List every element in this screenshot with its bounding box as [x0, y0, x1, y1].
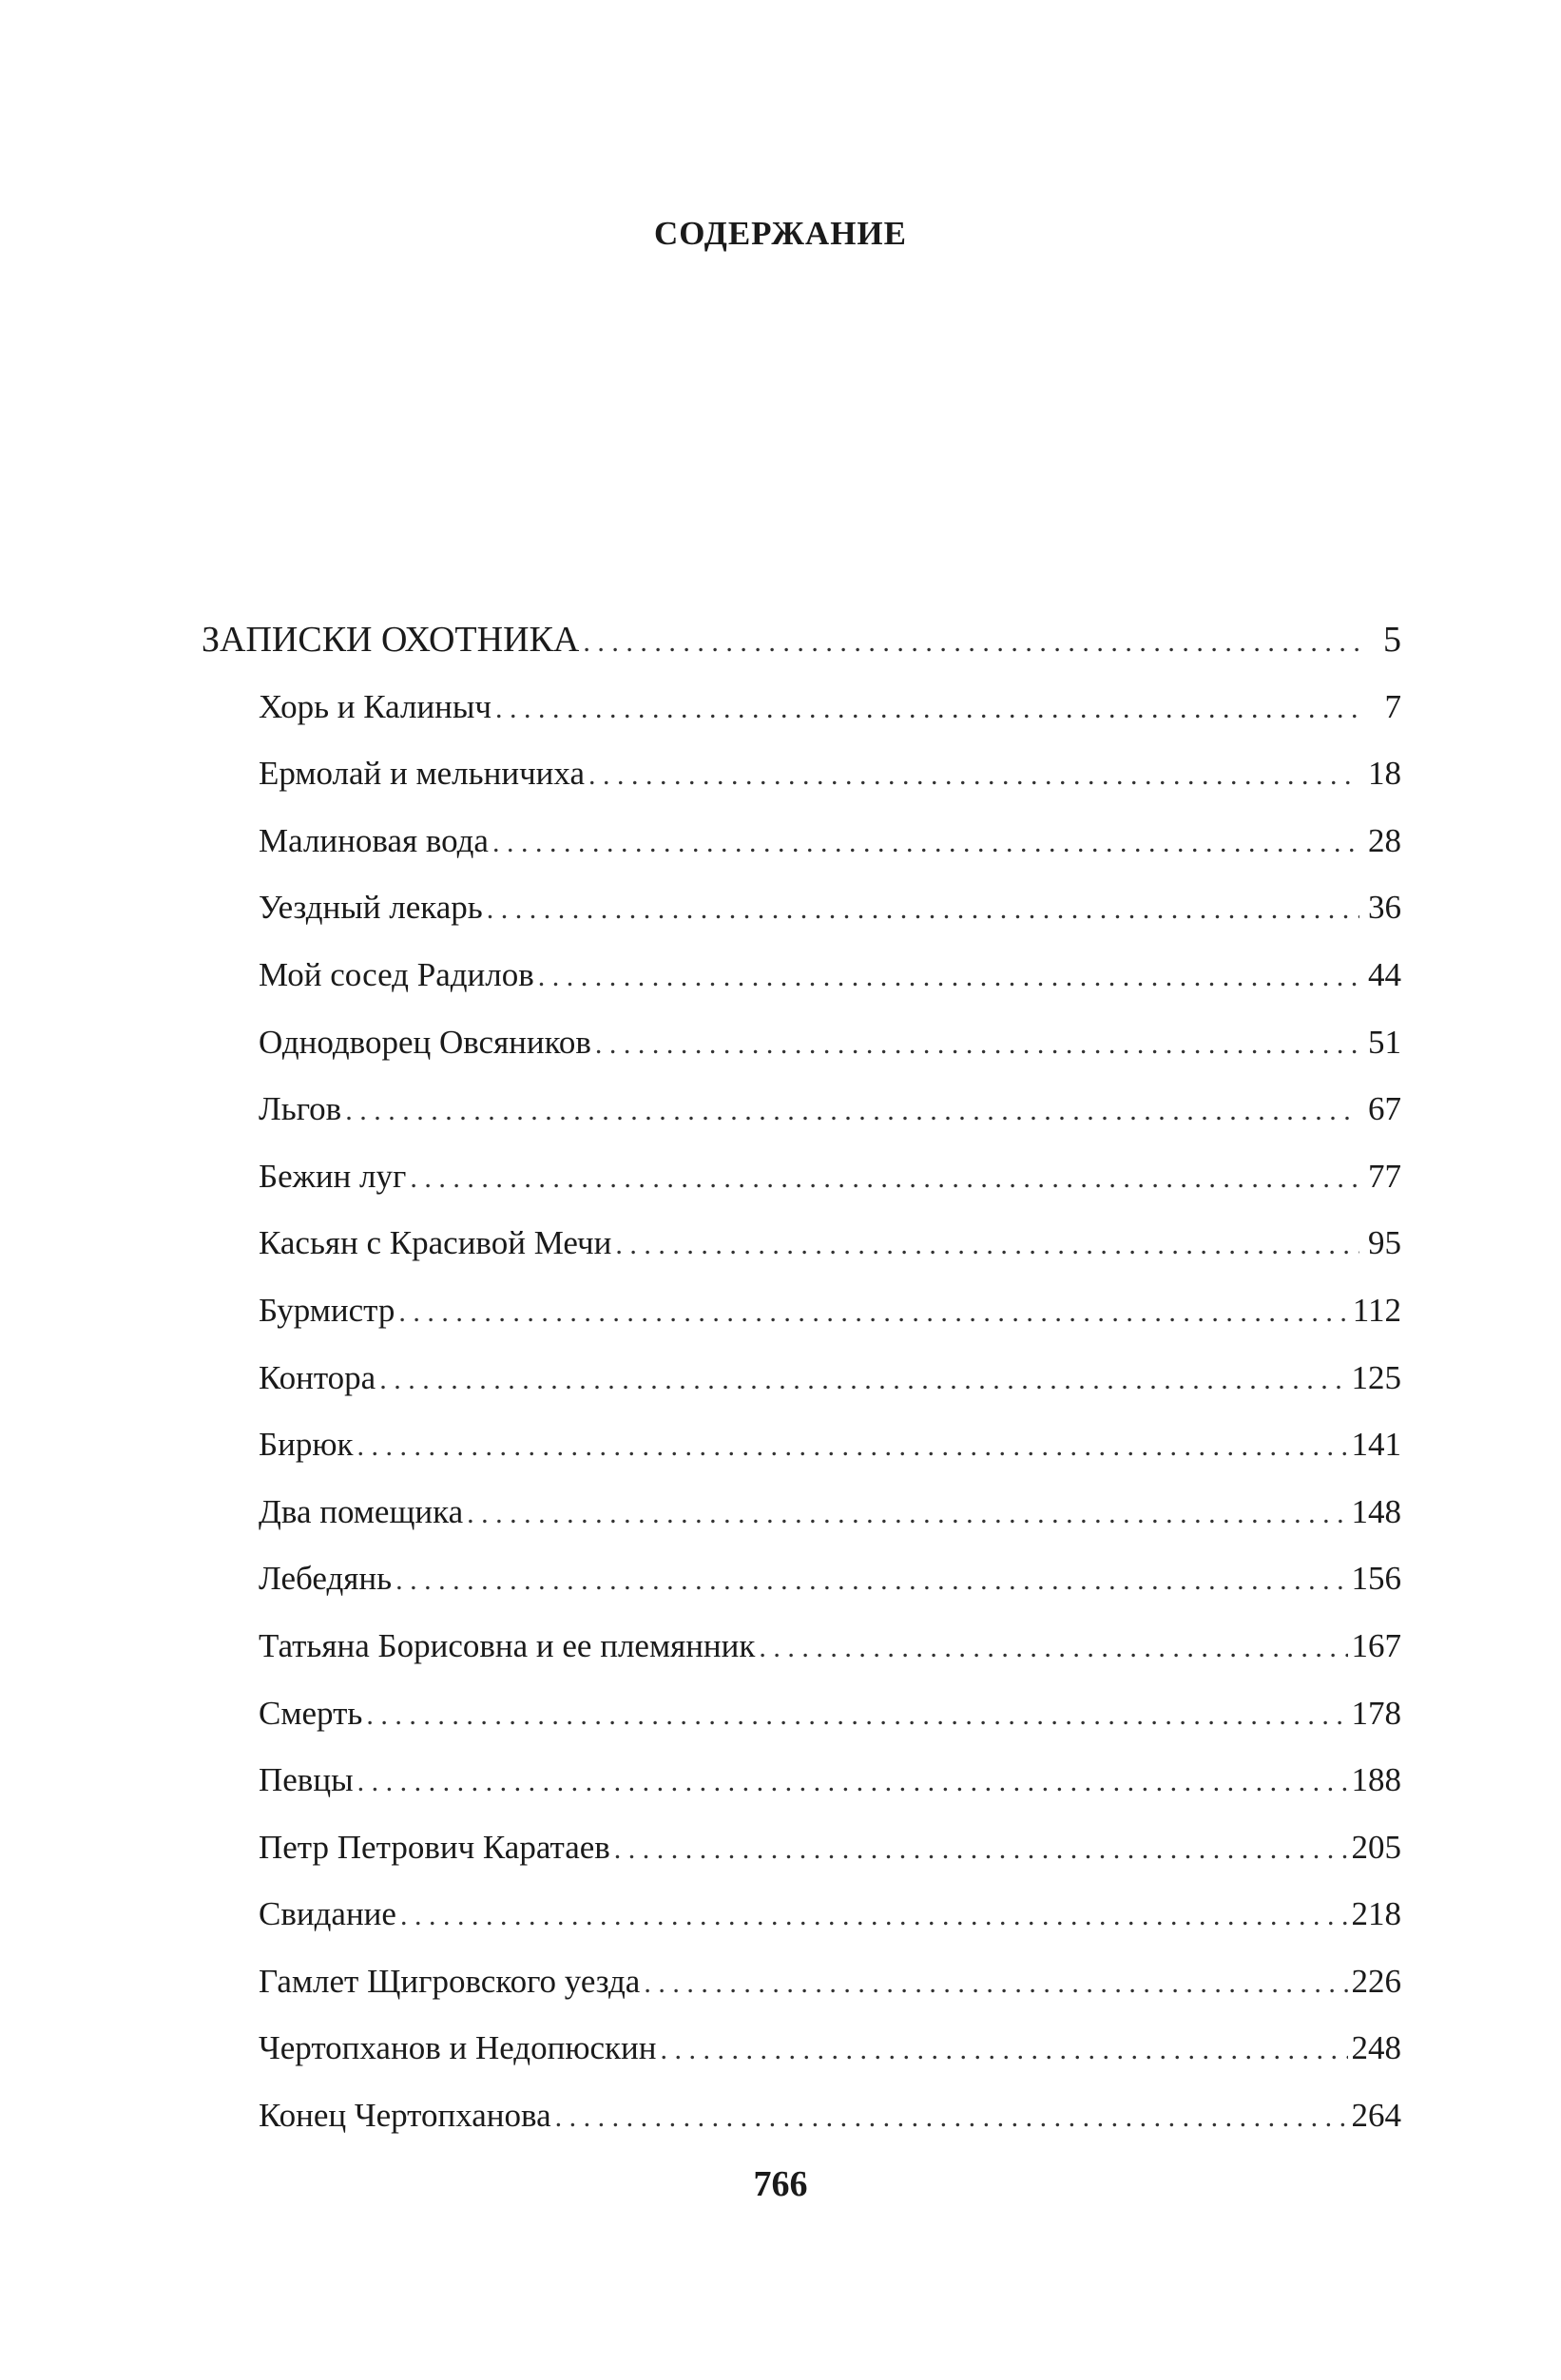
toc-entry-page: 248	[1351, 2029, 1401, 2067]
toc-dot-leader	[410, 1145, 1359, 1213]
toc-entry	[202, 1948, 1401, 2016]
toc-dot-leader	[395, 1547, 1347, 1615]
toc-entry-title: Касьян с Красивой Мечи	[259, 1224, 612, 1262]
toc-entry	[202, 1411, 1401, 1479]
toc-dot-leader	[660, 2017, 1347, 2084]
toc-dot-leader	[357, 1749, 1348, 1816]
toc-entry-page: 167	[1351, 1626, 1401, 1664]
toc-entry-page: 156	[1351, 1560, 1401, 1598]
toc-entry-title: Льгов	[259, 1090, 342, 1128]
toc-entry	[202, 1009, 1401, 1077]
toc-entry	[202, 942, 1401, 1009]
toc-entry-page: 112	[1352, 1291, 1401, 1329]
toc-dot-leader	[495, 676, 1359, 743]
toc-entry	[202, 1680, 1401, 1748]
toc-dot-leader	[583, 609, 1359, 677]
toc-entry-page: 44	[1368, 955, 1401, 993]
toc-entry-page: 264	[1351, 2097, 1401, 2135]
toc-entry-page: 205	[1351, 1828, 1401, 1866]
toc-dot-leader	[595, 1011, 1359, 1079]
toc-entry	[202, 674, 1401, 741]
toc-entry	[202, 874, 1401, 942]
toc-entry-page: 148	[1351, 1492, 1401, 1530]
toc-dot-leader	[615, 1212, 1359, 1279]
toc-dot-leader	[614, 1816, 1348, 1884]
toc-entry-page: 67	[1368, 1090, 1401, 1128]
toc-dot-leader	[487, 876, 1359, 944]
toc-entry-title: Мой сосед Радилов	[259, 955, 534, 993]
toc-dot-leader	[379, 1347, 1347, 1414]
toc-dot-leader	[398, 1279, 1348, 1347]
toc-entry	[202, 1076, 1401, 1143]
toc-entry-title: Смерть	[259, 1694, 363, 1732]
toc-dot-leader	[759, 1615, 1347, 1682]
toc-entry-title: ЗАПИСКИ ОХОТНИКА	[202, 620, 580, 660]
table-of-contents	[202, 606, 1401, 2150]
toc-entry	[202, 740, 1401, 808]
toc-dot-leader	[555, 2084, 1348, 2152]
toc-entry-page: 141	[1351, 1426, 1401, 1464]
toc-entry	[202, 1545, 1401, 1613]
toc-entry-title: Певцы	[259, 1761, 354, 1799]
toc-dot-leader	[644, 1950, 1347, 2018]
toc-entry-title: Однодворец Овсяников	[259, 1023, 591, 1061]
toc-entry	[202, 1881, 1401, 1948]
toc-dot-leader	[467, 1481, 1347, 1548]
toc-entry-title: Татьяна Борисовна и ее племянник	[259, 1626, 756, 1664]
toc-entry-page: 28	[1368, 821, 1401, 859]
toc-entry-page: 95	[1368, 1224, 1401, 1262]
toc-entry-title: Бурмистр	[259, 1291, 395, 1329]
toc-entry-title: Петр Петрович Каратаев	[259, 1828, 610, 1866]
toc-dot-leader	[588, 742, 1359, 810]
toc-dot-leader	[400, 1883, 1348, 1950]
toc-entry-title: Малиновая вода	[259, 821, 489, 859]
page-number: 766	[753, 2164, 808, 2204]
toc-entry-page: 226	[1351, 1962, 1401, 2000]
toc-entry-title: Бирюк	[259, 1426, 354, 1464]
toc-entry-title: Ермолай и мельничиха	[259, 755, 585, 793]
toc-entry-title: Контора	[259, 1358, 376, 1396]
toc-entry-title: Бежин луг	[259, 1157, 407, 1195]
toc-entry	[202, 1345, 1401, 1412]
toc-entry	[202, 1613, 1401, 1680]
toc-dot-leader	[538, 944, 1359, 1011]
toc-entry	[202, 1479, 1401, 1546]
toc-dot-leader	[492, 810, 1359, 877]
toc-entry-title: Лебедянь	[259, 1560, 393, 1598]
toc-entry-page: 36	[1368, 889, 1401, 927]
toc-entry	[202, 2015, 1401, 2082]
toc-entry	[202, 1277, 1401, 1345]
page-title: СОДЕРЖАНИЕ	[653, 215, 907, 252]
toc-entry-title: Хорь и Калиныч	[259, 687, 492, 725]
toc-entry	[202, 808, 1401, 875]
toc-entry	[202, 1747, 1401, 1814]
toc-entry-title: Свидание	[259, 1895, 396, 1933]
toc-entry-page: 125	[1351, 1358, 1401, 1396]
toc-entry-page: 51	[1368, 1023, 1401, 1061]
toc-entry-page: 5	[1383, 620, 1401, 660]
toc-entry-page: 178	[1351, 1694, 1401, 1732]
toc-entry-title: Гамлет Щигровского уезда	[259, 1962, 641, 2000]
toc-section	[202, 606, 1401, 674]
toc-entry-title: Два помещика	[259, 1492, 464, 1530]
toc-entry-title: Уездный лекарь	[259, 889, 483, 927]
toc-entry-title: Конец Чертопханова	[259, 2097, 551, 2135]
toc-entry-page: 188	[1351, 1761, 1401, 1799]
toc-dot-leader	[357, 1413, 1347, 1481]
toc-dot-leader	[366, 1682, 1347, 1750]
toc-entry-page: 218	[1351, 1895, 1401, 1933]
toc-entry	[202, 1143, 1401, 1211]
toc-entry-page: 77	[1368, 1157, 1401, 1195]
toc-entry-title: Чертопханов и Недопюскин	[259, 2029, 657, 2067]
toc-entry-page: 18	[1368, 755, 1401, 793]
toc-entry	[202, 1210, 1401, 1277]
toc-entry	[202, 1814, 1401, 1882]
toc-dot-leader	[345, 1078, 1359, 1145]
toc-entry-page: 7	[1384, 687, 1401, 725]
toc-entry	[202, 2082, 1401, 2150]
